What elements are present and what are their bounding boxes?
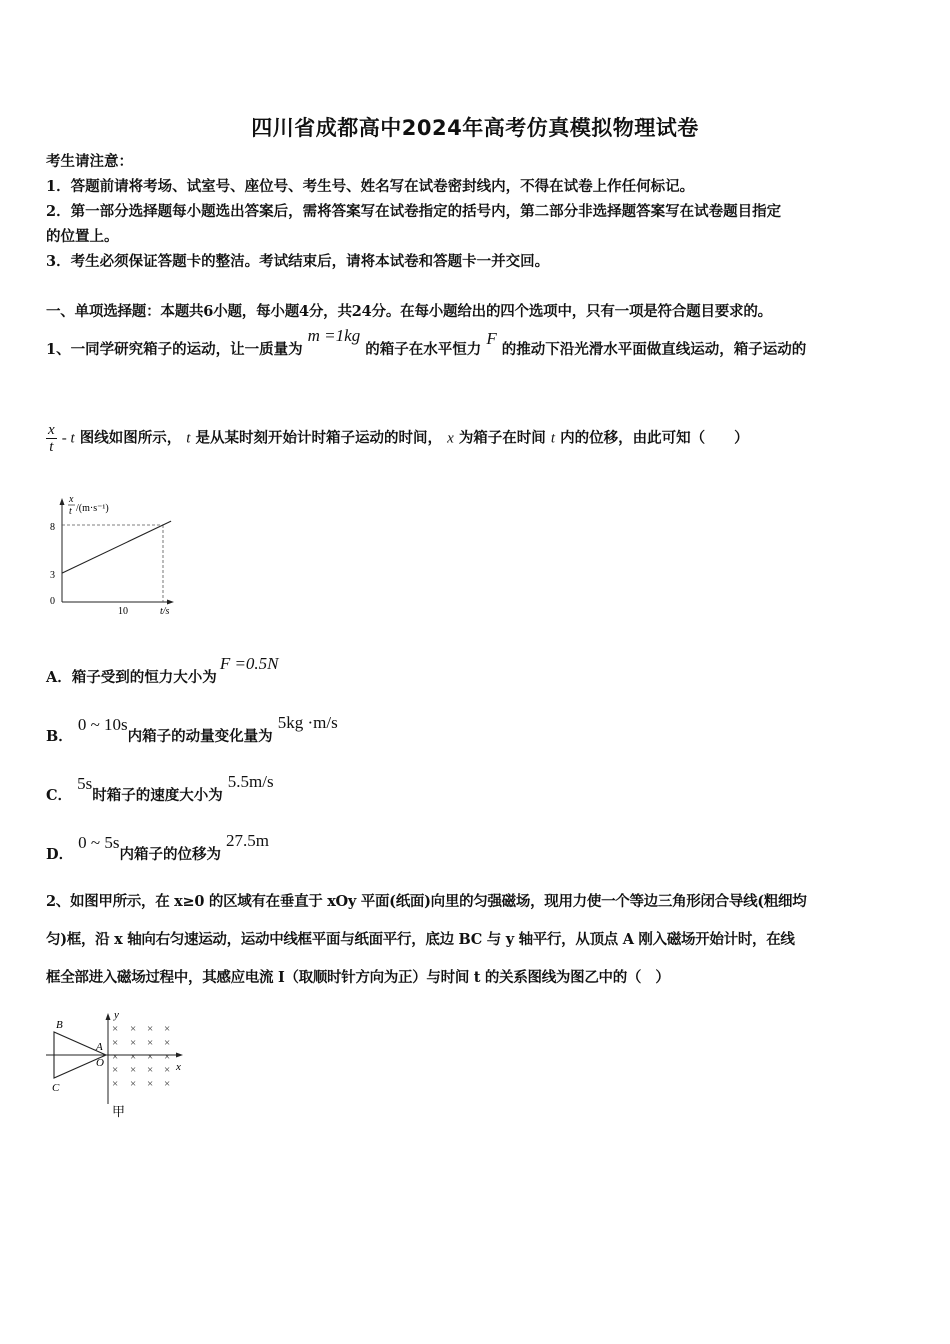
field-cross-r1-c0: × — [112, 1037, 119, 1049]
vertex-label-c: C — [52, 1082, 60, 1094]
q1-text-2: 的箱子在水平恒力 — [365, 341, 482, 358]
option-a[interactable] — [46, 654, 281, 688]
q1-x-var: x — [447, 430, 454, 447]
q1-text-7: 内的位移，由此可知（ ） — [560, 429, 749, 447]
field-cross-r2-c1: × — [130, 1051, 137, 1063]
option-a-math: F =0.5N — [219, 654, 279, 673]
option-d-label: D． — [46, 846, 74, 863]
x-axis-label: x — [176, 1061, 181, 1073]
field-cross-r1-c2: × — [147, 1037, 154, 1049]
q1-text-1: 1、一同学研究箱子的运动，让一质量为 — [46, 341, 303, 358]
field-cross-r2-c3: × — [164, 1051, 171, 1063]
q1-text-4: 图线如图所示， — [79, 429, 182, 447]
q2-stem-line3: 框全部进入磁场过程中，其感应电流 I（取顺时针方向为正）与时间 t 的关系图线为图乙中的（ ） — [46, 969, 670, 986]
x-axis-arrow — [167, 600, 174, 605]
field-cross-r0-c3: × — [164, 1023, 171, 1035]
frac-denominator: t — [49, 439, 54, 455]
field-cross-r1-c3: × — [164, 1037, 171, 1049]
q1-xt-fraction — [46, 422, 57, 455]
q1-stem-line1 — [46, 326, 807, 360]
q1-text-6: 为箱子在时间 — [458, 429, 546, 447]
field-cross-r4-c0: × — [112, 1078, 119, 1090]
option-d-text: 内箱子的位移为 — [119, 846, 221, 863]
q1-mass: m =1kg — [307, 326, 361, 345]
option-b-text: 内箱子的动量变化量为 — [127, 728, 273, 745]
field-cross-r4-c3: × — [164, 1078, 171, 1090]
option-b[interactable] — [46, 713, 338, 747]
field-cross-r2-c0: × — [112, 1051, 119, 1063]
x-axis-label: t/s — [160, 606, 170, 617]
q1-minus-t: - t — [61, 430, 75, 447]
q1-force: F — [486, 329, 497, 348]
q1-t-var: t — [186, 430, 191, 447]
option-d[interactable] — [46, 831, 270, 865]
q2-stem-line1: 2、如图甲所示，在 x≥0 的区域有在垂直于 xOy 平面(纸面)向里的匀强磁场，现用力使一个等边三角形闭合导线(粗细均 — [46, 893, 807, 910]
notice-item-2-cont: 的位置上。 — [46, 228, 119, 245]
q2-stem-line2: 匀)框，沿 x 轴向右匀速运动，运动中线框平面与纸面平行，底边 BC 与 y 轴平行，从顶点 A 刚入磁场开始计时，在线 — [46, 931, 795, 948]
q1-t-var2: t — [550, 430, 556, 447]
option-c[interactable] — [46, 772, 274, 806]
field-cross-r2-c2: × — [147, 1051, 154, 1063]
option-d-math: 27.5m — [226, 831, 270, 850]
q1-graph — [40, 490, 190, 620]
option-c-text: 时箱子的速度大小为 — [92, 787, 223, 804]
field-cross-r0-c1: × — [130, 1023, 137, 1035]
q1-text-5: 是从某时刻开始计时箱子运动的时间， — [195, 429, 443, 447]
option-a-text: 箱子受到的恒力大小为 — [71, 669, 217, 686]
page-title: 四川省成都高中2024年高考仿真模拟物理试卷 — [251, 116, 699, 140]
y-label-denominator: t — [69, 506, 72, 517]
field-cross-r3-c2: × — [147, 1064, 154, 1076]
q1-text-3: 的推动下沿光滑水平面做直线运动，箱子运动的 — [501, 341, 807, 358]
notice-item-3: 3．考生必须保证答题卡的整洁。考试结束后，请将本试卷和答题卡一并交回。 — [46, 253, 550, 270]
origin-label-o: O — [96, 1057, 104, 1069]
vertex-label-a: A — [96, 1041, 103, 1053]
magnetic-field-grid — [112, 1023, 170, 1090]
option-b-math: 5kg ·m/s — [277, 713, 338, 732]
option-c-pre-math: 5s — [77, 774, 93, 793]
y-label-unit: /(m·s⁻¹) — [76, 503, 109, 514]
notice-heading: 考生请注意： — [46, 153, 133, 170]
section-heading: 一、单项选择题：本题共6小题，每小题4分，共24分。在每小题给出的四个选项中，只有一项是符合题目要求的。 — [46, 303, 772, 320]
origin-tick-0: 0 — [50, 596, 55, 607]
x-axis-arrow — [176, 1053, 183, 1058]
q1-stem-line2 — [46, 422, 749, 455]
option-b-pre-math: 0 ~ 10s — [77, 715, 128, 734]
field-cross-r1-c1: × — [130, 1037, 137, 1049]
option-c-label: C． — [46, 787, 73, 804]
q2-figure-jia — [40, 1008, 200, 1124]
field-cross-r4-c1: × — [130, 1078, 137, 1090]
figure-caption: 甲 — [112, 1104, 126, 1119]
y-axis-arrow — [106, 1013, 111, 1020]
field-cross-r4-c2: × — [147, 1078, 154, 1090]
option-d-pre-math: 0 ~ 5s — [78, 833, 120, 852]
data-series-line — [62, 521, 171, 573]
x-tick-10: 10 — [118, 606, 128, 617]
y-axis-label: y — [114, 1009, 119, 1021]
field-cross-r3-c0: × — [112, 1064, 119, 1076]
notice-item-1: 1．答题前请将考场、试室号、座位号、考生号、姓名写在试卷密封线内，不得在试卷上作任何标记。 — [46, 178, 695, 195]
field-cross-r0-c2: × — [147, 1023, 154, 1035]
vertex-label-b: B — [56, 1019, 63, 1031]
y-axis-arrow — [60, 498, 65, 505]
frac-numerator: x — [48, 422, 55, 438]
field-cross-r3-c3: × — [164, 1064, 171, 1076]
field-cross-r0-c0: × — [112, 1023, 119, 1035]
option-b-label: B． — [46, 728, 73, 745]
option-c-math: 5.5m/s — [227, 772, 274, 791]
field-cross-r3-c1: × — [130, 1064, 137, 1076]
y-tick-3: 3 — [50, 570, 55, 581]
y-tick-8: 8 — [50, 522, 55, 533]
option-a-label: A． — [46, 669, 72, 686]
notice-item-2: 2．第一部分选择题每小题选出答案后，需将答案写在试卷指定的括号内，第二部分非选择题答案写在试卷题目指定 — [46, 203, 782, 220]
y-label-numerator: x — [69, 494, 74, 505]
